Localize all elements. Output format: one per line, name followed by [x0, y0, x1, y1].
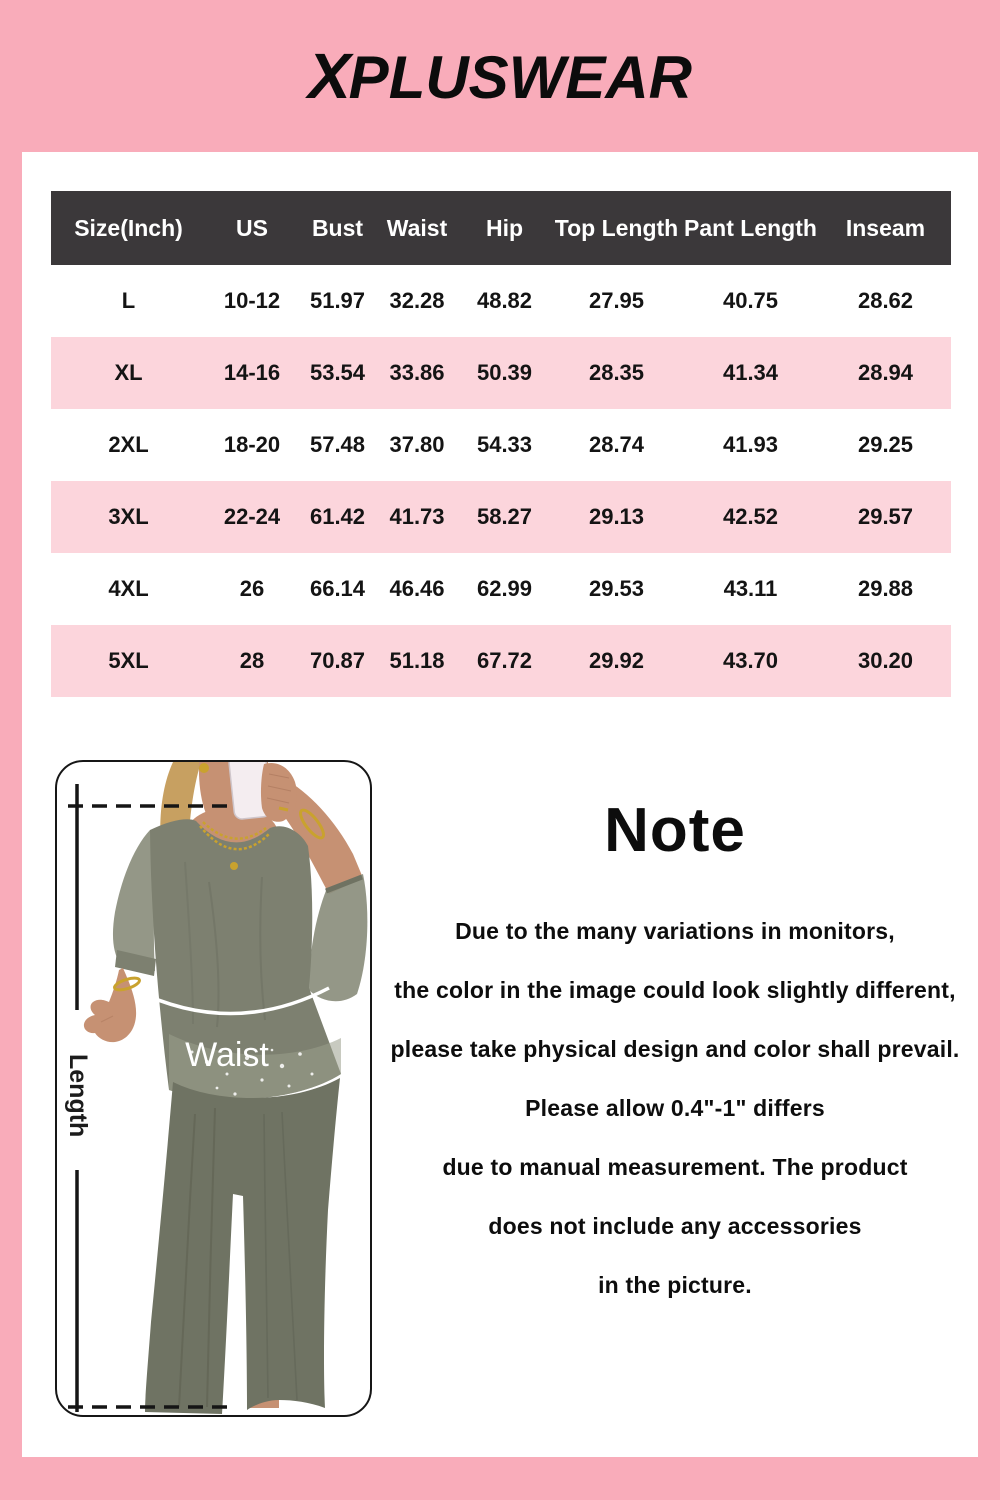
note-line: please take physical design and color shall prevail.: [390, 1036, 960, 1062]
size-chart-table: [51, 191, 951, 697]
value-cell: 41.73: [389, 504, 445, 529]
value-cell: 33.86: [389, 360, 445, 385]
value-cell: 46.46: [389, 576, 445, 601]
size-chart-header-row: [51, 191, 951, 265]
model-photo-illustration: [57, 762, 370, 1415]
size-cell: 3XL: [108, 504, 149, 529]
size-chart-row-3xl: [51, 481, 951, 553]
value-cell: 42.52: [722, 504, 779, 529]
header-cell-inseam: Inseam: [845, 214, 926, 241]
value-cell: 29.92: [588, 648, 645, 673]
value-cell: 57.48: [309, 432, 366, 457]
size-cell: L: [121, 288, 136, 313]
header-cell-pant-length: Pant Length: [684, 214, 817, 241]
size-chart-row-xl: [51, 337, 951, 409]
value-cell: 26: [239, 576, 265, 601]
content-card: [22, 152, 978, 1457]
note-line: the color in the image could look slightly different,: [394, 977, 956, 1003]
note-section: [355, 796, 995, 1315]
note-line: due to manual measurement. The product: [442, 1154, 908, 1180]
header-cell-hip: Hip: [485, 214, 524, 241]
size-cell: 5XL: [108, 648, 149, 673]
header-cell-top-length: Top Length: [554, 214, 679, 241]
header-cell-size: Size(Inch): [74, 214, 183, 241]
waist-label: Waist: [185, 1036, 269, 1074]
brand-logo-x-mark: X: [307, 40, 349, 112]
value-cell: 41.34: [722, 360, 779, 385]
value-cell: 29.88: [857, 576, 914, 601]
size-chart-row-2xl: [51, 409, 951, 481]
brand-logo: [308, 39, 692, 113]
value-cell: 40.75: [722, 288, 779, 313]
value-cell: 14-16: [223, 360, 281, 385]
value-cell: 28: [239, 648, 265, 673]
value-cell: 29.13: [588, 504, 645, 529]
size-cell: 2XL: [108, 432, 149, 457]
value-cell: 61.42: [309, 504, 366, 529]
value-cell: 53.54: [309, 360, 366, 385]
value-cell: 18-20: [223, 432, 281, 457]
value-cell: 58.27: [476, 504, 533, 529]
note-title: Note: [604, 796, 746, 865]
size-chart-row-4xl: [51, 553, 951, 625]
value-cell: 28.35: [588, 360, 645, 385]
value-cell: 29.53: [588, 576, 645, 601]
value-cell: 51.18: [389, 648, 445, 673]
value-cell: 62.99: [476, 576, 533, 601]
header-cell-waist: Waist: [386, 214, 448, 241]
value-cell: 32.28: [389, 288, 445, 313]
value-cell: 54.33: [476, 432, 533, 457]
note-line: in the picture.: [598, 1272, 752, 1298]
value-cell: 22-24: [223, 504, 281, 529]
value-cell: 66.14: [309, 576, 366, 601]
value-cell: 43.70: [722, 648, 779, 673]
value-cell: 28.94: [857, 360, 914, 385]
value-cell: 28.62: [857, 288, 914, 313]
note-line: Please allow 0.4"-1" differs: [525, 1095, 825, 1121]
note-line: does not include any accessories: [488, 1213, 862, 1239]
value-cell: 41.93: [722, 432, 779, 457]
value-cell: 48.82: [476, 288, 533, 313]
note-line: Due to the many variations in monitors,: [455, 918, 895, 944]
value-cell: 10-12: [223, 288, 281, 313]
brand-logo-text: PLUSWEAR: [348, 44, 693, 111]
value-cell: 70.87: [309, 648, 366, 673]
value-cell: 43.11: [723, 576, 778, 601]
value-cell: 29.57: [857, 504, 914, 529]
size-chart-row-l: [51, 265, 951, 337]
logo-strip: [0, 0, 1000, 152]
value-cell: 37.80: [389, 432, 445, 457]
value-cell: 27.95: [588, 288, 645, 313]
size-chart-row-5xl: [51, 625, 951, 697]
header-cell-us: US: [236, 214, 268, 241]
value-cell: 30.20: [857, 648, 914, 673]
size-cell: XL: [114, 360, 143, 385]
value-cell: 28.74: [588, 432, 645, 457]
length-label: Length: [64, 1054, 92, 1138]
model-photo-card: [55, 760, 372, 1417]
model-figure: [84, 762, 367, 1414]
value-cell: 29.25: [857, 432, 914, 457]
value-cell: 67.72: [476, 648, 533, 673]
value-cell: 50.39: [476, 360, 533, 385]
header-cell-bust: Bust: [311, 214, 364, 241]
size-cell: 4XL: [108, 576, 149, 601]
value-cell: 51.97: [309, 288, 366, 313]
